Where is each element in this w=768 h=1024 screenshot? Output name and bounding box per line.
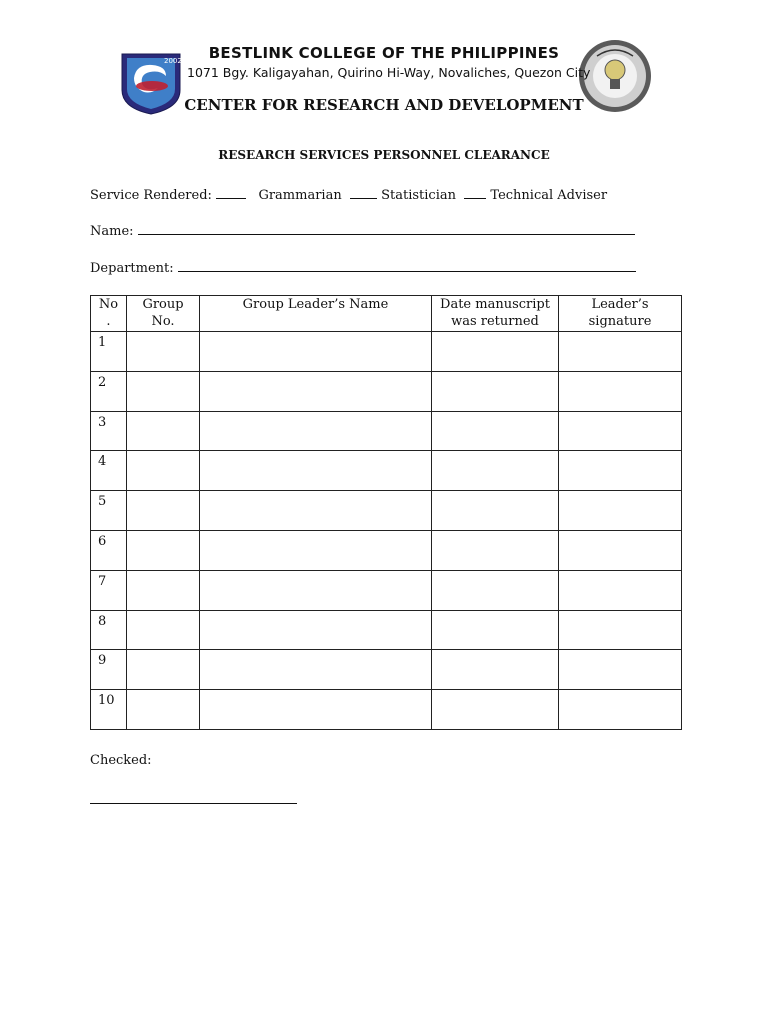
header-leader-signature: Leader’s signature: [559, 296, 682, 332]
date-returned-cell[interactable]: [432, 530, 559, 570]
date-returned-cell[interactable]: [432, 690, 559, 730]
row-number-cell: 4: [91, 451, 127, 491]
group-leader-name-cell[interactable]: [200, 690, 432, 730]
group-no-cell[interactable]: [127, 530, 200, 570]
leader-signature-cell[interactable]: [559, 610, 682, 650]
group-leader-name-cell[interactable]: [200, 650, 432, 690]
leader-signature-cell[interactable]: [559, 570, 682, 610]
row-number-cell: 10: [91, 690, 127, 730]
leader-signature-cell[interactable]: [559, 690, 682, 730]
statistician-blank[interactable]: [350, 186, 377, 199]
group-leader-name-cell[interactable]: [200, 530, 432, 570]
date-returned-cell[interactable]: [432, 491, 559, 531]
name-line: [90, 222, 635, 239]
form-title: RESEARCH SERVICES PERSONNEL CLEARANCE: [218, 148, 550, 162]
group-no-cell[interactable]: [127, 451, 200, 491]
row-number-cell: 2: [91, 371, 127, 411]
grammarian-blank[interactable]: [216, 186, 246, 199]
department-label: Department:: [90, 261, 174, 276]
college-name: BESTLINK COLLEGE OF THE PHILIPPINES: [208, 44, 560, 62]
header-date-returned: Date manuscript was returned: [432, 296, 559, 332]
date-returned-cell[interactable]: [432, 371, 559, 411]
leader-signature-cell[interactable]: [559, 371, 682, 411]
group-leader-name-cell[interactable]: [200, 451, 432, 491]
table-row: [91, 332, 682, 372]
row-number-cell: 7: [91, 570, 127, 610]
group-no-cell[interactable]: [127, 570, 200, 610]
option-grammarian: Grammarian: [258, 188, 342, 203]
header-group-no: Group No.: [127, 296, 200, 332]
group-no-cell[interactable]: [127, 491, 200, 531]
table-header-row: [91, 296, 682, 332]
college-address: 1071 Bgy. Kaligayahan, Quirino Hi-Way, Novaliches, Quezon City: [187, 65, 591, 80]
svg-text:2002: 2002: [164, 57, 182, 65]
checked-label: Checked:: [90, 753, 152, 768]
row-number-cell: 6: [91, 530, 127, 570]
table-row: [91, 650, 682, 690]
table-row: [91, 411, 682, 451]
row-number-cell: 9: [91, 650, 127, 690]
name-field[interactable]: [138, 222, 635, 235]
group-no-cell[interactable]: [127, 690, 200, 730]
leader-signature-cell[interactable]: [559, 411, 682, 451]
date-returned-cell[interactable]: [432, 451, 559, 491]
group-no-cell[interactable]: [127, 332, 200, 372]
group-leader-name-cell[interactable]: [200, 332, 432, 372]
leader-signature-cell[interactable]: [559, 451, 682, 491]
group-leader-name-cell[interactable]: [200, 491, 432, 531]
group-no-cell[interactable]: [127, 650, 200, 690]
table-row: [91, 690, 682, 730]
leader-signature-cell[interactable]: [559, 650, 682, 690]
leader-signature-cell[interactable]: [559, 332, 682, 372]
table-row: [91, 570, 682, 610]
name-label: Name:: [90, 224, 134, 239]
date-returned-cell[interactable]: [432, 570, 559, 610]
table-row: [91, 530, 682, 570]
clearance-table: [90, 295, 682, 730]
row-number-cell: 1: [91, 332, 127, 372]
table-body: [91, 332, 682, 730]
row-number-cell: 3: [91, 411, 127, 451]
service-rendered-line: [90, 186, 607, 203]
option-technical-adviser: Technical Adviser: [490, 188, 608, 203]
table-row: [91, 491, 682, 531]
table-row: [91, 371, 682, 411]
technical-adviser-blank[interactable]: [464, 186, 486, 199]
leader-signature-cell[interactable]: [559, 530, 682, 570]
date-returned-cell[interactable]: [432, 650, 559, 690]
checked-signature-line[interactable]: [90, 803, 297, 804]
group-leader-name-cell[interactable]: [200, 411, 432, 451]
date-returned-cell[interactable]: [432, 332, 559, 372]
header-no: No .: [91, 296, 127, 332]
option-statistician: Statistician: [381, 188, 456, 203]
department-line: [90, 259, 636, 276]
service-label: Service Rendered:: [90, 188, 212, 203]
group-no-cell[interactable]: [127, 411, 200, 451]
date-returned-cell[interactable]: [432, 610, 559, 650]
center-name: CENTER FOR RESEARCH AND DEVELOPMENT: [184, 96, 584, 114]
table-row: [91, 451, 682, 491]
row-number-cell: 8: [91, 610, 127, 650]
table-row: [91, 610, 682, 650]
group-leader-name-cell[interactable]: [200, 371, 432, 411]
date-returned-cell[interactable]: [432, 411, 559, 451]
group-leader-name-cell[interactable]: [200, 570, 432, 610]
leader-signature-cell[interactable]: [559, 491, 682, 531]
department-field[interactable]: [178, 259, 636, 272]
group-no-cell[interactable]: [127, 371, 200, 411]
header-group-leader-name: Group Leader’s Name: [200, 296, 432, 332]
row-number-cell: 5: [91, 491, 127, 531]
group-no-cell[interactable]: [127, 610, 200, 650]
group-leader-name-cell[interactable]: [200, 610, 432, 650]
